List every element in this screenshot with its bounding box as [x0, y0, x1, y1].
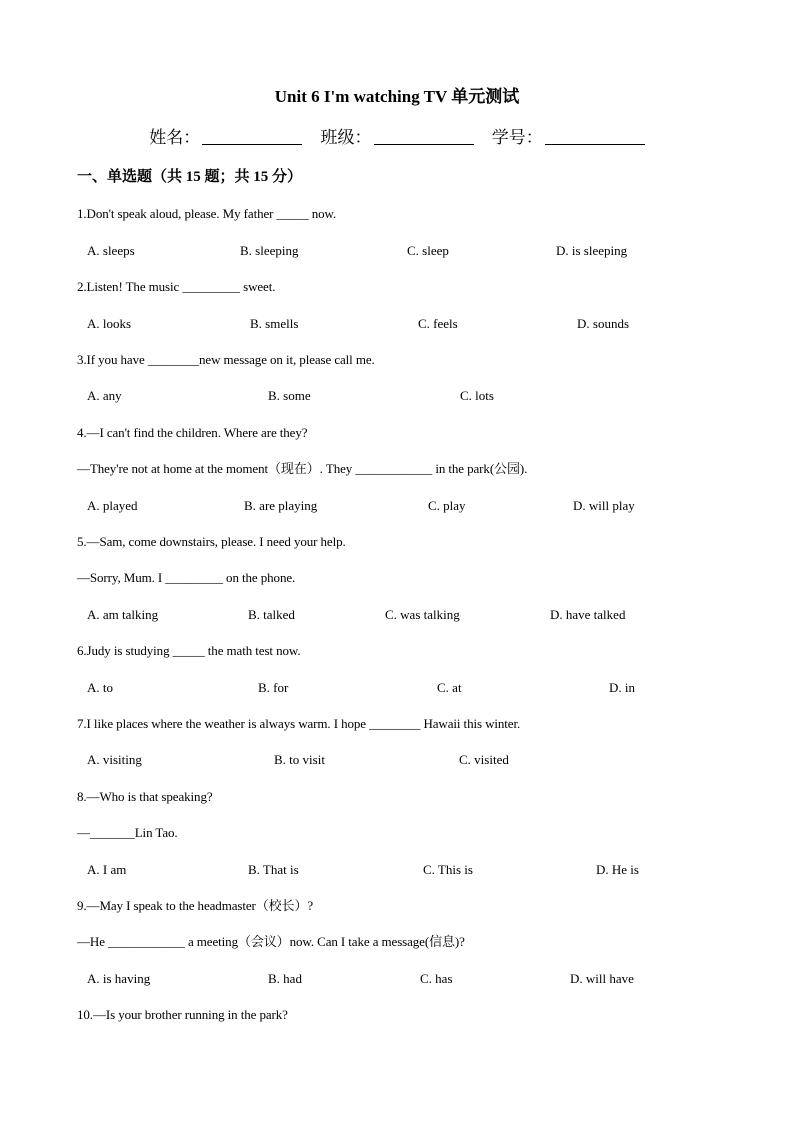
- question-text: —He: [77, 934, 109, 949]
- question-1-line-1: [77, 205, 336, 223]
- class-label: 班级：: [320, 128, 372, 147]
- question-text: 8.—Who is that speaking?: [77, 789, 213, 804]
- section-title: 一、单选题（共 15 题；共 15 分）: [77, 169, 303, 185]
- question-9-line-1: [77, 897, 313, 915]
- question-text: a meeting（会议）now. Can I take a message(信息)?: [184, 934, 465, 949]
- question-2-option-c: C. feels: [418, 316, 458, 331]
- question-2-option-b: B. smells: [250, 316, 299, 331]
- question-text: 7.I like places where the weather is always warm. I hope: [77, 716, 370, 731]
- question-4-line-1: [77, 424, 307, 442]
- question-9-option-b: B. had: [268, 971, 302, 986]
- question-8-line-2: [77, 824, 178, 842]
- question-7-option-a: A. visiting: [87, 752, 142, 767]
- question-9-option-d: D. will have: [570, 971, 634, 986]
- question-6-option-b: B. for: [258, 680, 289, 695]
- question-7-option-c: C. visited: [459, 752, 509, 767]
- question-text: —Sorry, Mum. I: [77, 570, 166, 585]
- answer-blank: _____: [172, 643, 205, 658]
- student-info-row: [0, 127, 794, 149]
- question-text: 3.If you have: [77, 352, 148, 367]
- student-id-label: 学号：: [491, 128, 543, 147]
- question-9-option-c: C. has: [420, 971, 453, 986]
- question-5-line-2: [77, 569, 295, 587]
- answer-blank: ________: [147, 352, 200, 367]
- answer-blank: _________: [182, 279, 240, 294]
- question-8-option-d: D. He is: [596, 862, 639, 877]
- name-blank[interactable]: [202, 130, 302, 145]
- question-text: the math test now.: [204, 643, 301, 658]
- question-text: in the park(公园).: [432, 461, 528, 476]
- question-5-option-b: B. talked: [248, 607, 295, 622]
- question-2-option-a: A. looks: [87, 316, 132, 331]
- question-8-option-b: B. That is: [248, 862, 299, 877]
- question-text: now.: [308, 206, 337, 221]
- question-4-option-b: B. are playing: [244, 498, 318, 513]
- answer-blank: ____________: [355, 461, 433, 476]
- question-text: 6.Judy is studying: [77, 643, 173, 658]
- question-text: 1.Don't speak aloud, please. My father: [77, 206, 277, 221]
- question-8-option-a: A. I am: [87, 862, 127, 877]
- question-text: sweet.: [239, 279, 276, 294]
- question-1-option-b: B. sleeping: [240, 243, 299, 258]
- answer-blank: _______: [89, 825, 135, 840]
- question-text: Lin Tao.: [134, 825, 178, 840]
- question-8-line-1: [77, 788, 213, 806]
- question-4-line-2: [77, 460, 527, 478]
- question-7-option-b: B. to visit: [274, 752, 325, 767]
- question-4-option-a: A. played: [87, 498, 138, 513]
- answer-blank: ____________: [108, 934, 185, 949]
- question-text: 4.—I can't find the children. Where are they?: [77, 425, 308, 440]
- class-blank[interactable]: [374, 130, 474, 145]
- question-text: on the phone.: [222, 570, 296, 585]
- question-6-line-1: [77, 642, 300, 660]
- question-5-option-d: D. have talked: [550, 607, 626, 622]
- question-text: —They're not at home at the moment（现在）. They: [77, 461, 356, 476]
- page-title: Unit 6 I'm watching TV 单元测试: [274, 87, 520, 106]
- answer-blank: _________: [165, 570, 223, 585]
- question-10-line-1: [77, 1006, 288, 1024]
- question-text: 9.—May I speak to the headmaster（校长）?: [77, 898, 314, 913]
- question-4-option-c: C. play: [428, 498, 466, 513]
- question-7-line-1: [77, 715, 520, 733]
- question-6-option-a: A. to: [87, 680, 113, 695]
- question-text: new message on it, please call me.: [199, 352, 375, 367]
- question-2-line-1: [77, 278, 275, 296]
- question-1-option-c: C. sleep: [407, 243, 449, 258]
- question-text: —: [77, 825, 90, 840]
- question-text: 5.—Sam, come downstairs, please. I need your help.: [77, 534, 346, 549]
- question-text: Hawaii this winter.: [420, 716, 521, 731]
- question-5-line-1: [77, 533, 346, 551]
- question-text: 2.Listen! The music: [77, 279, 183, 294]
- question-3-option-a: A. any: [87, 388, 122, 403]
- question-6-option-c: C. at: [437, 680, 462, 695]
- question-3-option-c: C. lots: [460, 388, 494, 403]
- question-8-option-c: C. This is: [423, 862, 473, 877]
- question-2-option-d: D. sounds: [577, 316, 630, 331]
- question-6-option-d: D. in: [609, 680, 635, 695]
- question-5-option-a: A. am talking: [87, 607, 159, 622]
- student-id-blank[interactable]: [545, 130, 645, 145]
- question-4-option-d: D. will play: [573, 498, 635, 513]
- answer-blank: _____: [276, 206, 309, 221]
- question-3-option-b: B. some: [268, 388, 311, 403]
- answer-blank: ________: [369, 716, 421, 731]
- question-3-line-1: [77, 351, 375, 369]
- question-1-option-d: D. is sleeping: [556, 243, 628, 258]
- question-text: 10.—Is your brother running in the park?: [77, 1007, 288, 1022]
- question-9-line-2: [77, 933, 465, 951]
- question-1-option-a: A. sleeps: [87, 243, 135, 258]
- name-label: 姓名：: [149, 128, 201, 147]
- question-5-option-c: C. was talking: [385, 607, 460, 622]
- question-9-option-a: A. is having: [87, 971, 151, 986]
